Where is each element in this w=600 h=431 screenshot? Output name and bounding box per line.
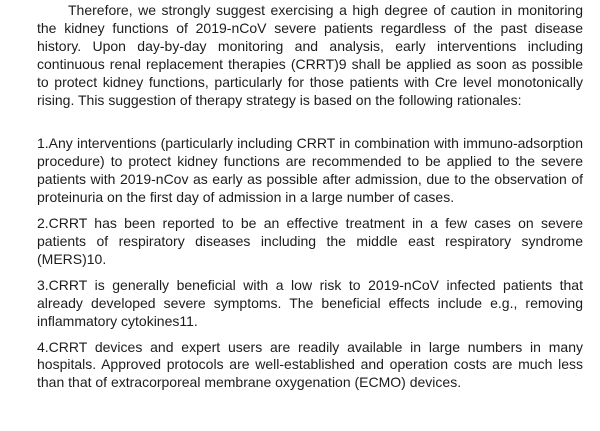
paragraph-intro: Therefore, we strongly suggest exercising a high degree of caution in monitoring the kidney functions of 2019-nCoV severe patients regardless of the past disease history. Upon day-by-day monitoring and analysis, early interventions including continuous renal replacement therapies (CRRT)9 shall be applied as soon as possible to protect kidney functions, particularly for those patients with Cre level monotonically rising. This suggestion of therapy strategy is based on the following rationales: <box>37 2 583 108</box>
paragraph-rationale-1: 1.Any interventions (particularly including CRRT in combination with immuno-adsorption procedure) to protect kidney functions are recommended to be applied to the severe patients with 2019-nCov as early as possible after admission, due to the observation of proteinuria on the first day of admission in a large number of cases. <box>37 135 583 206</box>
paragraph-rationale-2: 2.CRRT has been reported to be an effective treatment in a few cases on severe patients of respiratory diseases including the middle east respiratory syndrome (MERS)10. <box>37 215 583 267</box>
paragraph-rationale-3: 3.CRRT is generally beneficial with a low risk to 2019-nCoV infected patients that already developed severe symptoms. The beneficial effects include e.g., removing inflammatory cytokines11. <box>37 276 583 329</box>
paragraph-rationale-4: 4.CRRT devices and expert users are readily available in large numbers in many hospitals. Approved protocols are well-established and operation costs are much less than that of extracorporeal membrane oxygenation (ECMO) devices. <box>37 338 583 391</box>
document-page <box>37 2 583 400</box>
